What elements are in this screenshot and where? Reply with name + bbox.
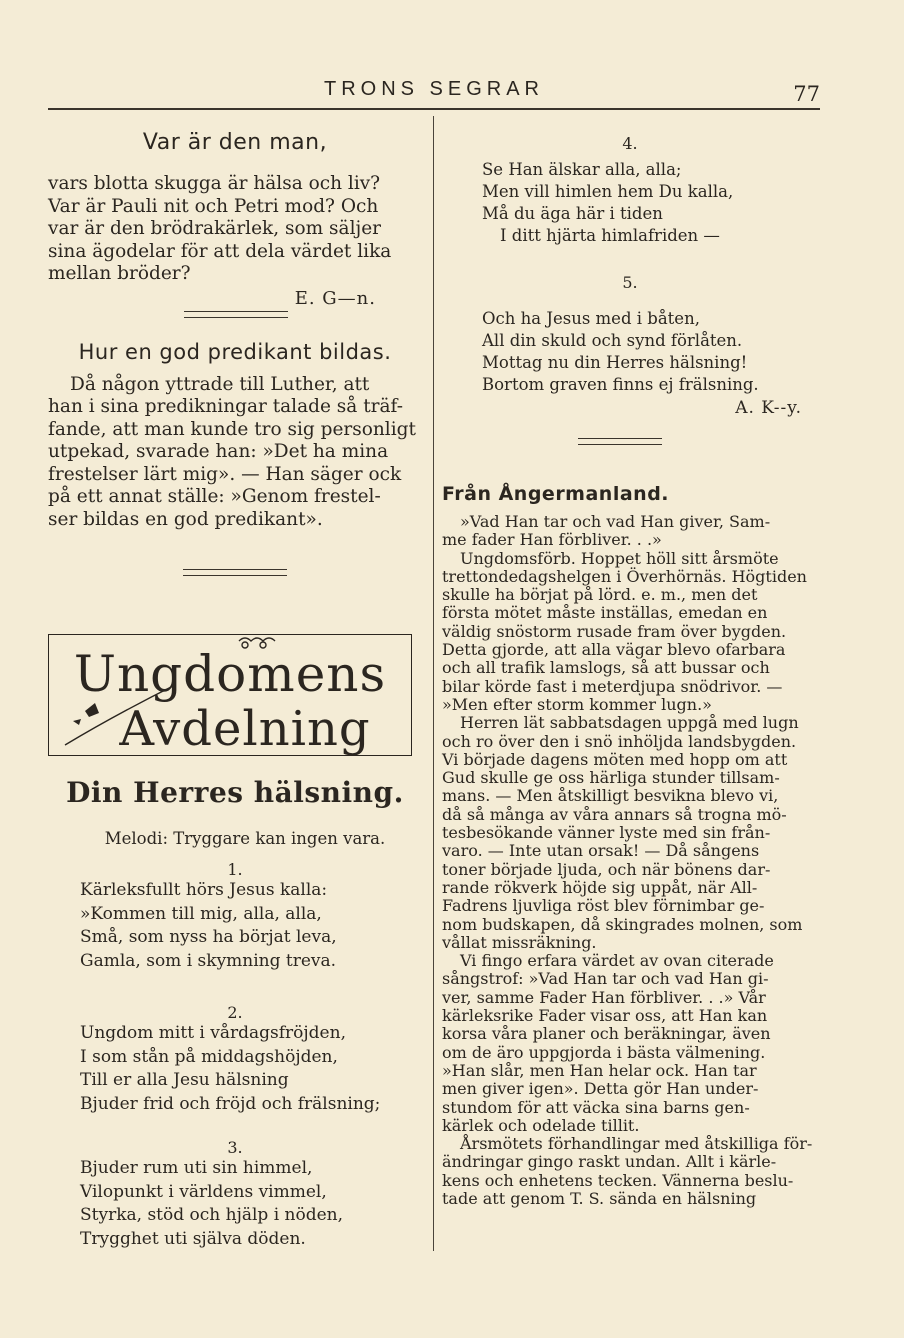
article-line: kens och enhetens tecken. Vännerna beslu- (442, 1170, 794, 1190)
article-line: vållat missräkning. (442, 932, 597, 952)
poem-din-herres-halsning (48, 776, 422, 1251)
verse-line: Trygghet uti själva döden. (80, 1228, 306, 1249)
section-body-predikant (48, 374, 422, 532)
verse-line: All din skuld och synd förlåten. (482, 331, 743, 350)
article-title: Från Ångermanland. (442, 483, 670, 505)
text-line: var är den brödrakärlek, som säljer (48, 218, 382, 239)
text-line: vars blotta skugga är hälsa och liv? (48, 173, 381, 194)
article-line: bilar körde fast i meterdjupa snödrivor. — (442, 676, 783, 696)
article-line: om de äro uppgjorda i bästa välmening. (442, 1042, 766, 1062)
section-divider (578, 438, 662, 445)
section-title-predikant: Hur en god predikant bildas. (78, 339, 392, 364)
flower-icon (85, 703, 99, 717)
article-line: kärleksrike Fader visar oss, att Han kan (442, 1006, 768, 1026)
article-line: toner började ljuda, och när bönens dar- (442, 859, 771, 879)
verse-line: Bjuder frid och fröjd och frälsning; (80, 1093, 381, 1114)
verse-line: Och ha Jesus med i båten, (482, 309, 700, 328)
article-line: Årsmötets förhandlingar med åtskilliga för- (460, 1134, 813, 1154)
verse-line: Kärleksfullt hörs Jesus kalla: (80, 880, 328, 900)
text-line: mellan bröder? (48, 263, 191, 284)
article-line: skulle ha börjat på lörd. e. m., men det (442, 585, 758, 605)
verse-line: »Kommen till mig, alla, alla, (80, 903, 322, 924)
poem-melody: Melodi: Tryggare kan ingen vara. (104, 829, 386, 848)
article-line: Herren lät sabbatsdagen uppgå med lugn (460, 713, 799, 733)
verse-line: Styrka, stöd och hjälp i nöden, (80, 1205, 344, 1225)
article-line: Vi fingo erfara värdet av ovan citerade (460, 951, 774, 971)
verse-line: I som stån på middagshöjden, (80, 1046, 338, 1067)
youth-section-banner (48, 634, 412, 756)
banner-word-ungdomens: Ungdomens (73, 645, 387, 703)
verse-line: Bjuder rum uti sin himmel, (80, 1158, 313, 1178)
verse-line: Se Han älskar alla, alla; (482, 160, 682, 179)
text-line: Då någon yttrade till Luther, att (70, 373, 370, 395)
article-line: varo. — Inte utan orsak! — Då sångens (442, 841, 760, 861)
left-column (48, 118, 422, 576)
article-line: ändringar gingo raskt undan. Allt i kärle- (442, 1152, 777, 1172)
verse-line: Men vill himlen hem Du kalla, (482, 182, 734, 201)
stanza (80, 879, 422, 973)
signature: E. G—n. (294, 287, 376, 309)
article-line: men giver igen». Detta gör Han under- (442, 1079, 759, 1099)
stanza-number: 4. (622, 134, 638, 153)
verse-line: Vilopunkt i världens vimmel, (80, 1181, 327, 1202)
article-line: rande rökverk höjde sig uppåt, när All- (442, 877, 758, 897)
verse-line: Må du äga här i tiden (482, 204, 663, 223)
article-line: kärlek och odelade tillit. (442, 1115, 640, 1135)
text-line: ser bildas en god predikant». (48, 508, 323, 530)
section-title-var-ar-den-man: Var är den man, (142, 130, 328, 155)
verse-line: Bortom graven finns ej frälsning. (482, 375, 759, 394)
article-line: me fader Han förbliver. . .» (442, 530, 662, 550)
page-number: 77 (793, 82, 820, 106)
article-line: första mötet måste inställas, emedan en (442, 603, 768, 623)
article-line: Fadrens ljuvliga röst blev förnimbar ge- (442, 896, 765, 916)
stanza-number: 3. (227, 1138, 243, 1157)
verse-line: Till er alla Jesu hälsning (80, 1070, 289, 1090)
magazine-title: TRONS SEGRAR (323, 78, 545, 100)
text-line: han i sina predikningar talade så träf- (48, 396, 403, 417)
section-body-var-ar-den-man (48, 173, 422, 286)
banner-art (49, 635, 411, 755)
article-line: Vi började dagens möten med hopp om att (442, 749, 788, 769)
article-line: tesbesökande vänner lyste med sin från- (442, 823, 771, 843)
verse-line: Små, som nyss ha börjat leva, (80, 927, 337, 947)
article-line: korsa våra planer och beräkningar, även (442, 1024, 771, 1044)
verse-line: Mottag nu din Herres hälsning! (482, 353, 748, 372)
verse-line: Ungdom mitt i vårdagsfröjden, (80, 1023, 346, 1043)
stanza (80, 1022, 422, 1116)
stanza-number: 2. (227, 1003, 243, 1022)
article-line: tade att genom T. S. sända en hälsning (442, 1188, 757, 1208)
article-body (442, 513, 818, 1208)
article-line: »Han slår, men Han helar ock. Han tar (442, 1060, 757, 1080)
stanza-number: 1. (227, 860, 243, 879)
article-line: då så många av våra annars så trogna mö- (442, 804, 787, 824)
article-line: trettondedagshelgen i Överhörnäs. Högtiden (442, 566, 807, 586)
banner-word-avdelning: Avdelning (119, 701, 371, 755)
right-column (442, 118, 818, 1208)
signature: A. K--y. (735, 398, 802, 418)
leaf-icon (73, 719, 81, 725)
column-divider (433, 116, 434, 1251)
stanza (482, 308, 818, 396)
stanza (482, 159, 818, 247)
article-line: väldig snöstorm rusade fram över bygden. (442, 621, 787, 641)
article-line: Detta gjorde, att alla vägar blevo ofarbara (442, 640, 786, 660)
text-line: sina ägodelar för att dela värdet lika (48, 240, 392, 262)
article-line: Gud skulle ge oss härliga stunder tillsam- (442, 768, 780, 788)
verse-line: I ditt hjärta himlafriden — (500, 226, 720, 245)
text-line: Var är Pauli nit och Petri mod? Och (48, 195, 379, 217)
section-divider (184, 311, 288, 318)
article-line: »Vad Han tar och vad Han giver, Sam- (460, 512, 771, 531)
stanza (80, 1157, 422, 1251)
article-line: mans. — Men åtskilligt besvikna blevo vi, (442, 786, 779, 806)
article-line: nom budskapen, då skingrades molnen, som (442, 914, 803, 934)
running-header (48, 78, 820, 106)
verse-line: Gamla, som i skymning treva. (80, 950, 337, 971)
article-line: stundom för att väcka sina barns gen- (442, 1097, 750, 1117)
text-line: fande, att man kunde tro sig personligt (48, 418, 416, 440)
flower-ornament (239, 638, 275, 641)
poem-title: Din Herres hälsning. (66, 776, 404, 809)
article-line: sångstrof: »Vad Han tar och vad Han gi- (442, 969, 769, 989)
stanza-number: 5. (622, 273, 638, 292)
text-line: frestelser lärt mig». — Han säger ock (48, 463, 402, 485)
header-rule (48, 108, 820, 110)
article-line: »Men efter storm kommer lugn.» (442, 694, 712, 714)
article-line: ver, samme Fader Han förbliver. . .» Vår (442, 987, 766, 1007)
article-line: och ro över den i snö inhöljda landsbygden. (442, 731, 797, 751)
text-line: på ett annat ställe: »Genom frestel- (48, 486, 381, 507)
text-line: utpekad, svarade han: »Det ha mina (48, 441, 389, 462)
article-line: och all trafik lamslogs, så att bussar och (442, 658, 770, 678)
section-divider (183, 569, 287, 576)
article-line: Ungdomsförb. Hoppet höll sitt årsmöte (460, 548, 779, 568)
